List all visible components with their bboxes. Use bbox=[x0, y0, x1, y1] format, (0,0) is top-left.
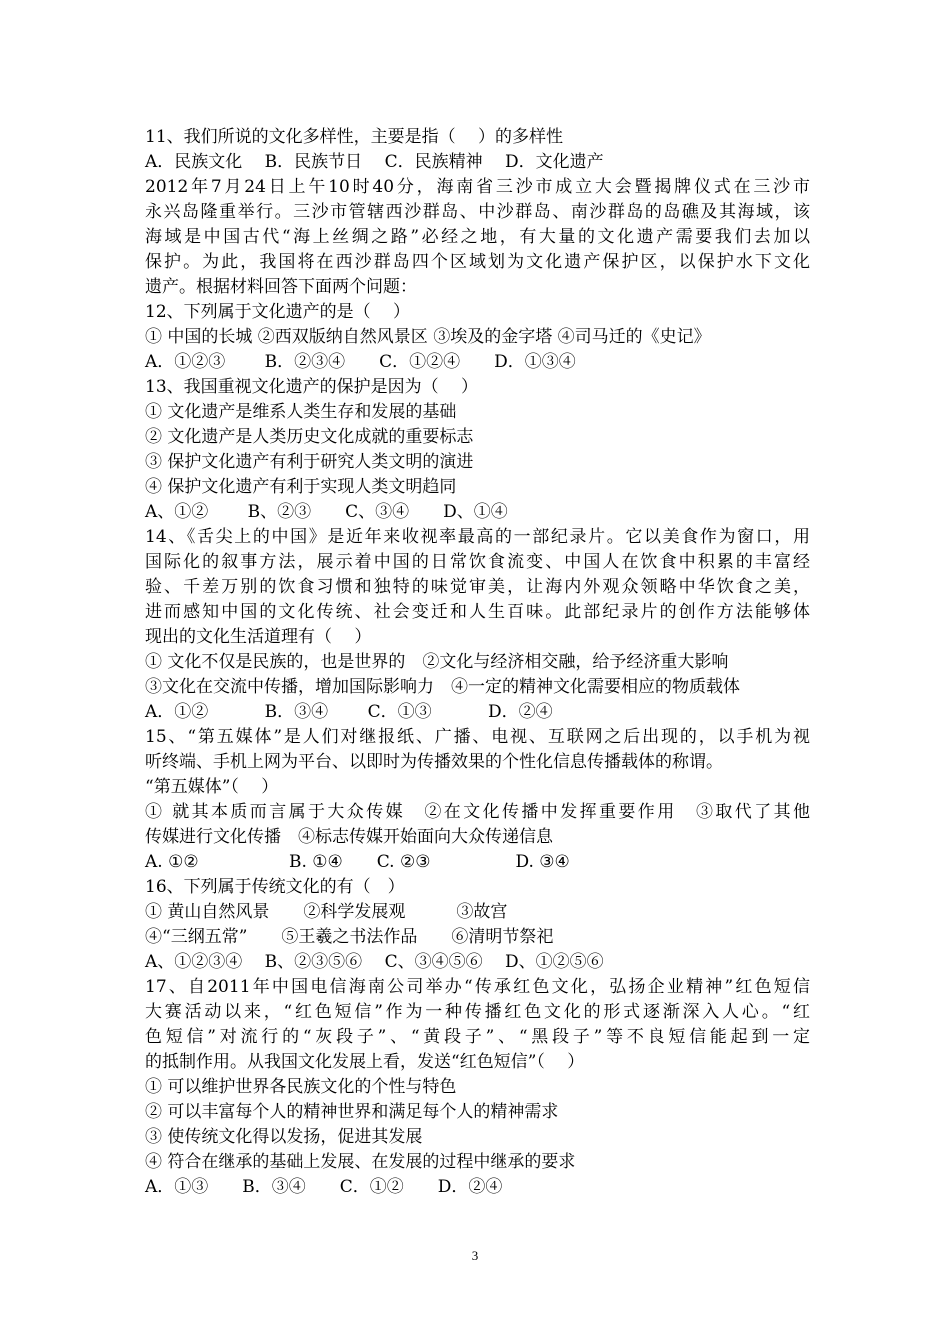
question-16-options: A、①②③④ B、②③⑤⑥ C、③④⑤⑥ D、①②⑤⑥ bbox=[145, 952, 604, 972]
question-15-stem: 听终端、手机上网为平台、以即时为传播效果的个性化信息传播载体的称谓。 bbox=[145, 752, 723, 772]
question-12-stem: 12、下列属于文化遗产的是（ ） bbox=[145, 302, 411, 322]
question-13-item: ② 文化遗产是人类历史文化成就的重要标志 bbox=[145, 427, 474, 447]
question-16-items: ④“三纲五常” ⑤王羲之书法作品 ⑥清明节祭祀 bbox=[145, 927, 554, 947]
question-17-item: ③ 使传统文化得以发扬，促进其发展 bbox=[145, 1127, 423, 1147]
question-17-item: ② 可以丰富每个人的精神世界和满足每个人的精神需求 bbox=[145, 1102, 559, 1122]
question-17-stem: 大赛活动以来，“红色短信”作为一种传播红色文化的形式逐渐深入人心。“红 bbox=[145, 1002, 810, 1022]
question-14-stem: 进而感知中国的文化传统、社会变迁和人生百味。此部纪录片的创作方法能够体 bbox=[145, 602, 810, 622]
question-13-item: ③ 保护文化遗产有利于研究人类文明的演进 bbox=[145, 452, 474, 472]
question-14-items: ③文化在交流中传播，增加国际影响力 ④一定的精神文化需要相应的物质载体 bbox=[145, 677, 740, 697]
question-14-options: A．①② B．③④ C．①③ D．②④ bbox=[145, 702, 553, 722]
question-17-stem: 17、自2011年中国电信海南公司举办“传承红色文化，弘扬企业精神”红色短信 bbox=[145, 977, 810, 997]
question-14-items: ① 文化不仅是民族的，也是世界的 ②文化与经济相交融，给予经济重大影响 bbox=[145, 652, 729, 672]
question-13-item: ④ 保护文化遗产有利于实现人类文明趋同 bbox=[145, 477, 457, 497]
question-15-stem: 15、“第五媒体”是人们对继报纸、广播、电视、互联网之后出现的，以手机为视 bbox=[145, 727, 810, 747]
question-12-options: A．①②③ B．②③④ C．①②④ D．①③④ bbox=[145, 352, 576, 372]
material-line: 2012年7月24日上午10时40分，海南省三沙市成立大会暨揭牌仪式在三沙市 bbox=[145, 177, 810, 197]
question-15-options: A. ①② B. ①④ C. ②③ D. ③④ bbox=[145, 852, 570, 872]
question-14-stem: 14、《舌尖上的中国》是近年来收视率最高的一部纪录片。它以美食作为窗口，用 bbox=[145, 527, 810, 547]
question-13-options: A、①② B、②③ C、③④ D、①④ bbox=[145, 502, 508, 522]
question-17-options: A．①③ B．③④ C．①② D．②④ bbox=[145, 1177, 503, 1197]
question-11-options: A．民族文化 B．民族节日 C．民族精神 D．文化遗产 bbox=[145, 152, 604, 172]
question-14-stem: 现出的文化生活道理有（ ） bbox=[145, 627, 372, 647]
material-line: 保护。为此，我国将在西沙群岛四个区域划为文化遗产保护区，以保护水下文化 bbox=[145, 252, 810, 272]
question-17-item: ④ 符合在继承的基础上发展、在发展的过程中继承的要求 bbox=[145, 1152, 576, 1172]
question-11-stem: 11、我们所说的文化多样性，主要是指（ ）的多样性 bbox=[145, 127, 564, 147]
document-body bbox=[145, 125, 810, 1200]
question-17-item: ① 可以维护世界各民族文化的个性与特色 bbox=[145, 1077, 457, 1097]
question-15-items: ① 就其本质而言属于大众传媒 ②在文化传播中发挥重要作用 ③取代了其他 bbox=[145, 802, 810, 822]
material-line: 遗产。根据材料回答下面两个问题： bbox=[145, 277, 417, 297]
question-15-stem: “第五媒体”（ ） bbox=[145, 777, 279, 797]
question-12-items: ① 中国的长城 ②西双版纳自然风景区 ③埃及的金字塔 ④司马迁的《史记》 bbox=[145, 327, 711, 347]
question-14-stem: 国际化的叙事方法，展示着中国的日常饮食流变、中国人在饮食中积累的丰富经 bbox=[145, 552, 810, 572]
question-14-stem: 验、千差万别的饮食习惯和独特的味觉审美，让海内外观众领略中华饮食之美， bbox=[145, 577, 810, 597]
question-13-item: ① 文化遗产是维系人类生存和发展的基础 bbox=[145, 402, 457, 422]
material-line: 海域是中国古代“海上丝绸之路”必经之地，有大量的文化遗产需要我们去加以 bbox=[145, 227, 810, 247]
question-17-stem: 的抵制作用。从我国文化发展上看，发送“红色短信”（ ） bbox=[145, 1052, 585, 1072]
question-13-stem: 13、我国重视文化遗产的保护是因为（ ） bbox=[145, 377, 479, 397]
material-line: 永兴岛隆重举行。三沙市管辖西沙群岛、中沙群岛、南沙群岛的岛礁及其海域，该 bbox=[145, 202, 810, 222]
question-17-stem: 色短信”对流行的“灰段子”、“黄段子”、“黑段子”等不良短信能起到一定 bbox=[145, 1027, 810, 1047]
page-number: 3 bbox=[471, 1248, 479, 1263]
question-16-items: ① 黄山自然风景 ②科学发展观 ③故宫 bbox=[145, 902, 508, 922]
question-16-stem: 16、下列属于传统文化的有（ ） bbox=[145, 877, 405, 897]
question-15-items: 传媒进行文化传播 ④标志传媒开始面向大众传递信息 bbox=[145, 827, 553, 847]
